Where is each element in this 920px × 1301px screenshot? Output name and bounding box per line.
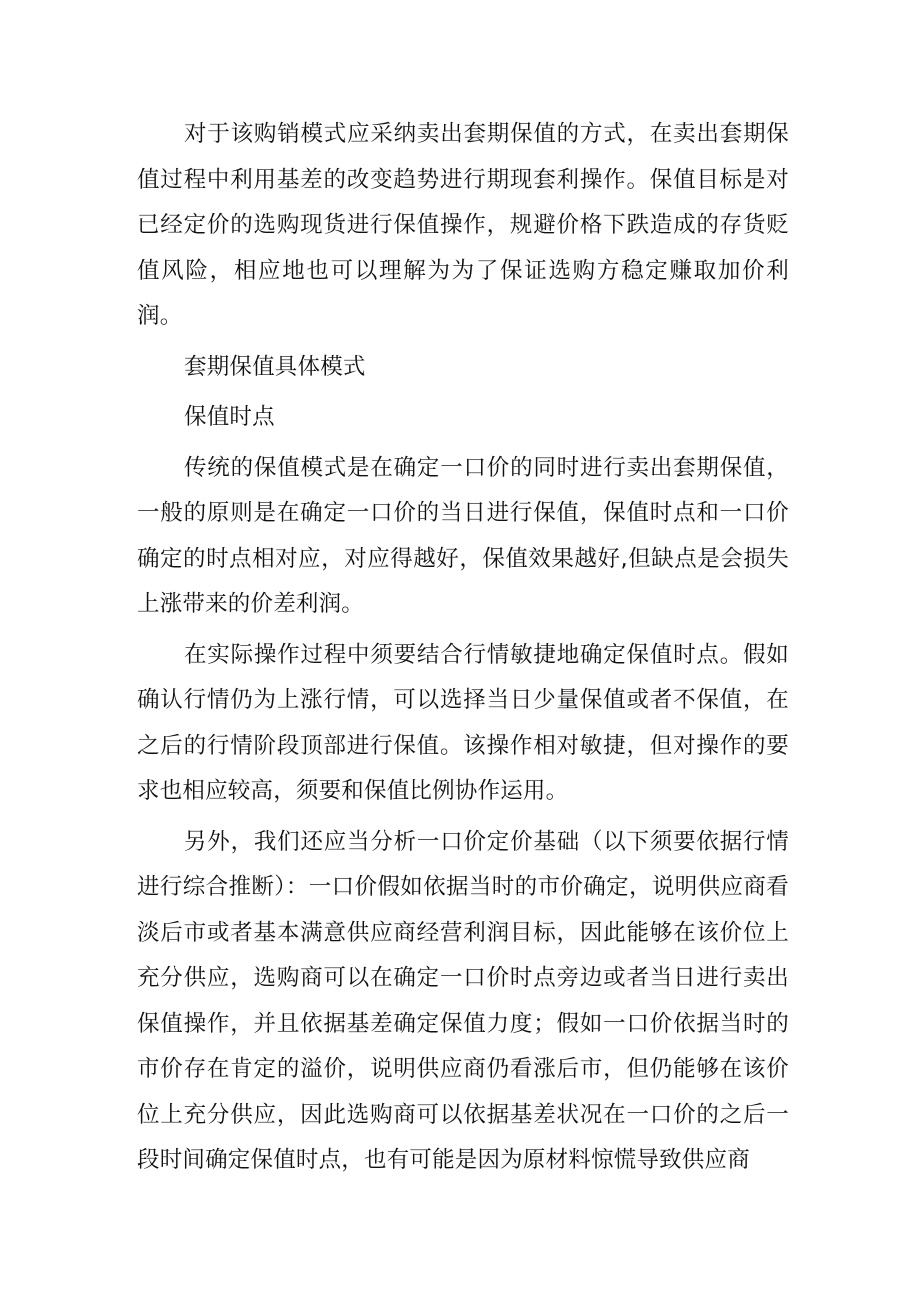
paragraph-pricing-analysis: 另外，我们还应当分析一口价定价基础（以下须要依据行情进行综合推断）：一口价假如依据当时的市价确定，说明供应商看淡后市或者基本满意供应商经营利润目标，因此能够在该价位上充分供应，选购商可以在确定一口价时点旁边或者当日进行卖出保值操作，并且依据基差确定保值力度；假如一口价依据当时的市价存在肯定的溢价，说明供应商仍看涨后市，但仍能够在该价位上充分供应，因此选购商可以依据基差状况在一口价的之后一段时间确定保值时点，也有可能是因为原材料惊慌导致供应商 [137, 828, 789, 1173]
document-body [137, 112, 789, 1184]
paragraph-hedging-method: 对于该购销模式应采纳卖出套期保值的方式，在卖出套期保值过程中利用基差的改变趋势进行期现套利操作。保值目标是对已经定价的选购现货进行保值操作，规避价格下跌造成的存货贬值风险，相应地也可以理解为为了保证选购方稳定赚取加价利润。 [137, 121, 789, 329]
heading-hedging-mode: 套期保值具体模式 [184, 353, 366, 380]
paragraph-practical-operation: 在实际操作过程中须要结合行情敏捷地确定保值时点。假如确认行情仍为上涨行情，可以选择当日少量保值或者不保值，在之后的行情阶段顶部进行保值。该操作相对敏捷，但对操作的要求也相应较高，须要和保值比例协作运用。 [137, 641, 789, 804]
heading-hedging-timing: 保值时点 [184, 404, 275, 430]
paragraph-traditional-mode: 传统的保值模式是在确定一口价的同时进行卖出套期保值，一般的原则是在确定一口价的当日进行保值，保值时点和一口价确定的时点相对应，对应得越好，保值效果越好,但缺点是会损失上涨带来的价差利润。 [137, 454, 789, 617]
